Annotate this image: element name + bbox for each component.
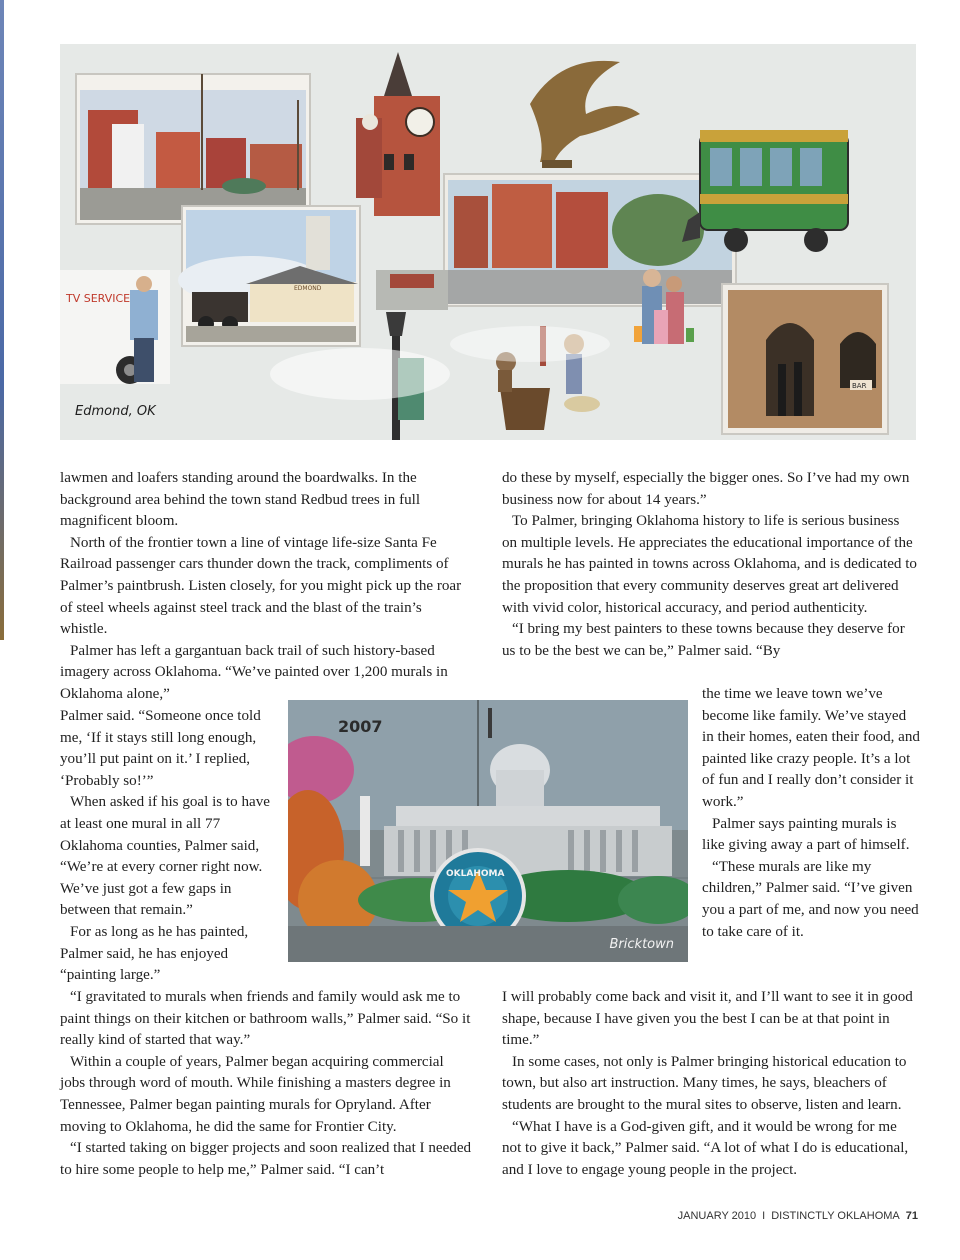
- paragraph: Within a couple of years, Palmer began acquiring commercial jobs through word of mouth. While finishing a masters degree in Tennessee, Palmer began painting murals for Opryland. After moving to Oklahoma, he did the same for Frontier City.: [60, 1053, 451, 1135]
- paragraph: In some cases, not only is Palmer bringing historical education to town, but also art instruction. Many times, he says, bleachers of students are brought to the mural sites to observe, listen and learn.: [502, 1053, 907, 1113]
- page-number: 71: [905, 1210, 918, 1222]
- seal-top-text: OKLAHOMA: [446, 869, 505, 879]
- paragraph: do these by myself, especially the bigger ones. So I’ve had my own business now for about 14 years.”: [502, 470, 910, 508]
- page-edge-strip: [0, 0, 4, 640]
- paragraph: “These murals are like my children,” Palmer said. “I’ve given you a part of me, and now you need to take care of it.: [702, 858, 919, 940]
- bricktown-mural-illustration: [288, 700, 688, 962]
- paragraph: Palmer says painting murals is like giving away a part of himself.: [702, 815, 910, 854]
- edmond-mural-photo: [60, 44, 916, 440]
- paragraph: “I bring my best painters to these towns because they deserve for us to be the best we can be,” Palmer said. “By: [502, 621, 905, 659]
- svg-text:EDMOND: EDMOND: [294, 285, 322, 292]
- photo-caption-bricktown: Bricktown: [609, 937, 674, 952]
- paragraph: To Palmer, bringing Oklahoma history to life is serious business on multiple levels. He appreciates the educational importance of the murals he has painted in towns across Oklahoma, and is dedicated to the proposition that every community deserves great art delivered with vivid color, historical accuracy, and period authenticity.: [502, 513, 917, 616]
- paragraph: “What I have is a God-given gift, and it would be wrong for me not to give it back,” Palmer said. “A lot of what I do is educational, and I love to engage young people in the project.: [502, 1118, 909, 1178]
- article-column-left-top: [60, 468, 472, 706]
- article-column-right-top: [502, 468, 918, 662]
- paragraph: lawmen and loafers standing around the boardwalks. In the background area behind the town stand Redbud trees in full magnificent bloom.: [60, 470, 421, 530]
- stone-bank-panel: [722, 284, 888, 434]
- paragraph: North of the frontier town a line of vintage life-size Santa Fe Railroad passenger cars thunder down the track, compliments of Palmer’s paintbrush. Listen closely, for you might pick up the roar of steel wheels against steel track and the blast of the train’s whistle.: [60, 534, 462, 638]
- issue-date: JANUARY 2010: [677, 1210, 757, 1222]
- mural-year: 2007: [338, 717, 383, 736]
- bricktown-mural-photo: [288, 700, 688, 962]
- footer-separator: I: [762, 1210, 766, 1222]
- article-column-left-wrap: [60, 706, 282, 987]
- train-depot-panel: [178, 206, 360, 346]
- paragraph: the time we leave town we’ve become like family. We’ve stayed in their homes, eaten their food, and painted like crazy people. It’s a lot of fun and I really don’t consider it work.”: [702, 686, 920, 810]
- article-column-right-bottom: [502, 987, 918, 1181]
- edmond-mural-illustration: [60, 44, 916, 440]
- tv-service-van: [60, 270, 170, 384]
- paragraph: Palmer said. “Someone once told me, ‘If it stays still long enough, you’ll put paint on it.’ I replied, ‘Probably so!’”: [60, 708, 261, 789]
- svg-text:TV SERVICE: TV SERVICE: [66, 292, 131, 305]
- paragraph: Palmer has left a gargantuan back trail of such history-based imagery across Oklahoma. “We’ve painted over 1,200 murals in Oklahoma alone,”: [60, 642, 448, 702]
- paragraph: When asked if his goal is to have at least one mural in all 77 Oklahoma counties, Palmer said, “We’re at every corner right now. We’ve just got a few gaps in between that remain.”: [60, 794, 270, 919]
- paragraph: “I gravitated to murals when friends and family would ask me to paint things on their kitchen or bathroom walls,” Palmer said. “So it really kind of started that way.”: [60, 989, 471, 1049]
- paragraph: “I started taking on bigger projects and soon realized that I needed to hire some people to help me,” Palmer said. “I can’t: [60, 1140, 472, 1178]
- main-street-panel: [76, 74, 310, 224]
- paragraph: I will probably come back and visit it, and I’ll want to see it in good shape, because I have given you the best I can be at that point in time.”: [502, 989, 913, 1049]
- article-column-right-wrap: [702, 684, 920, 943]
- paragraph: For as long as he has painted, Palmer said, he has enjoyed “painting large.”: [60, 923, 249, 984]
- svg-text:BAR: BAR: [852, 382, 867, 390]
- magazine-name: DISTINCTLY OKLAHOMA: [771, 1210, 900, 1222]
- page-footer: [604, 1210, 918, 1222]
- photo-caption-edmond: Edmond, OK: [75, 404, 156, 419]
- article-column-left-bottom: [60, 987, 472, 1181]
